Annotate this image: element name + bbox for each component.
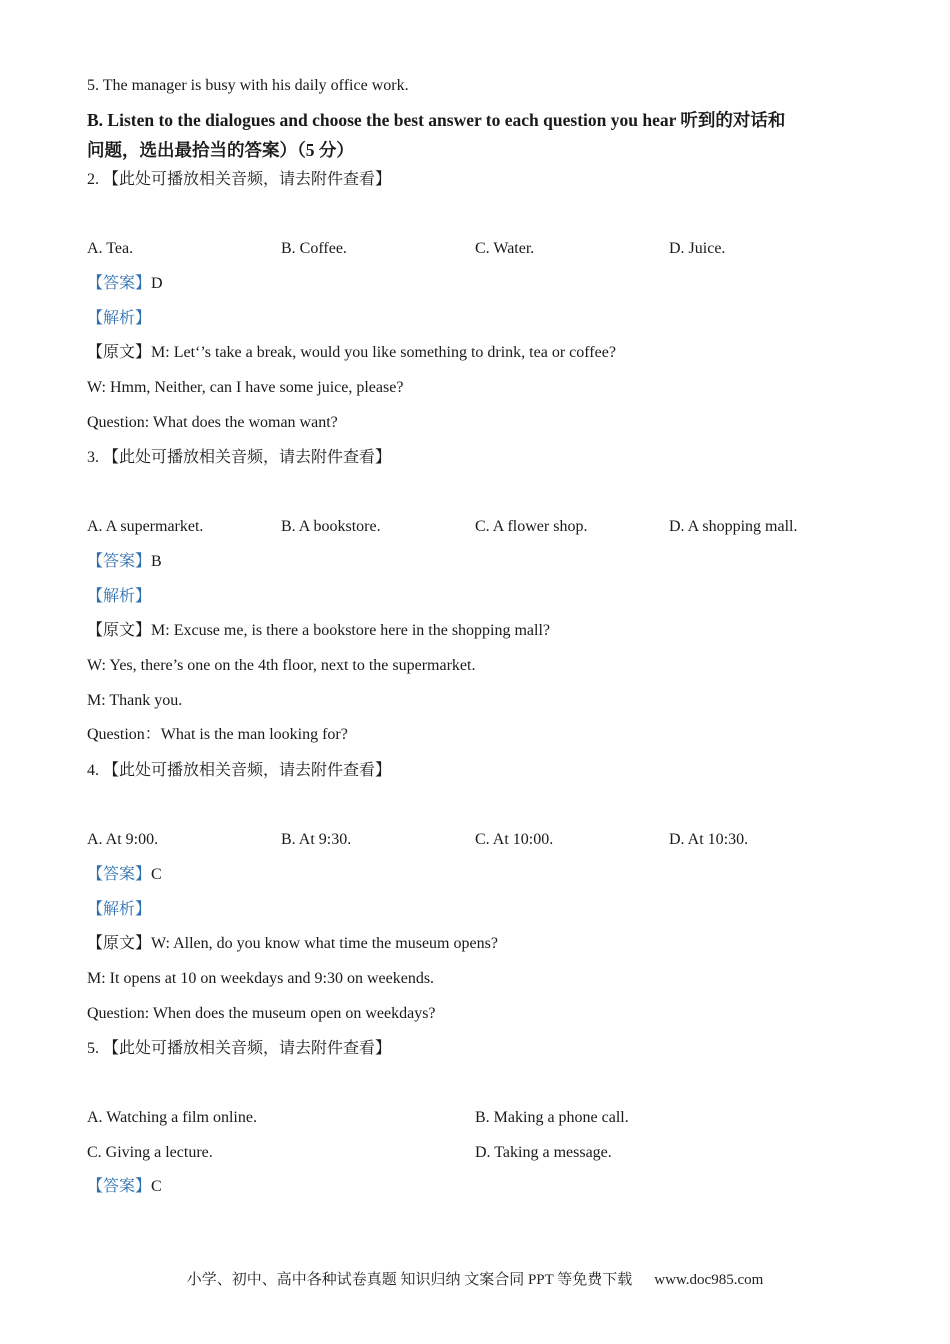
option-a: A. Watching a film online. <box>87 1109 257 1126</box>
analysis-tag: 【解析】 <box>87 310 152 327</box>
footer-text: 小学、初中、高中各种试卷真题 知识归纳 文案合同 PPT 等免费下载 <box>186 1272 633 1288</box>
section-heading-line1: B. Listen to the dialogues and choose the best answer to each question you hear 听到的对话和 <box>87 110 786 130</box>
answer-value: B <box>151 553 162 570</box>
transcript-text: M: Excuse me, is there a bookstore here in the shopping mall? <box>151 622 551 639</box>
answer-line <box>87 552 162 572</box>
answer-value: C <box>151 1178 162 1195</box>
transcript-line <box>87 934 498 954</box>
question-prompt: 5. 【此处可播放相关音频，请去附件查看】 <box>87 1040 392 1057</box>
answer-value: D <box>151 275 163 292</box>
option-a: A. A supermarket. <box>87 518 204 535</box>
question-prompt: 2. 【此处可播放相关音频，请去附件查看】 <box>87 171 392 188</box>
analysis-tag: 【解析】 <box>87 588 152 605</box>
transcript-text: W: Allen, do you know what time the museum opens? <box>151 935 498 952</box>
transcript-line: M: It opens at 10 on weekdays and 9:30 on weekends. <box>87 970 435 987</box>
page-footer <box>0 1270 950 1290</box>
option-b: B. Making a phone call. <box>475 1109 629 1126</box>
question-prompt: 3. 【此处可播放相关音频，请去附件查看】 <box>87 449 392 466</box>
answer-tag: 【答案】 <box>87 275 152 292</box>
option-c: C. Giving a lecture. <box>87 1144 213 1161</box>
original-tag: 【原文】 <box>87 935 152 952</box>
intro-line: 5. The manager is busy with his daily office work. <box>87 77 409 94</box>
original-tag: 【原文】 <box>87 622 152 639</box>
transcript-line <box>87 343 616 363</box>
answer-tag: 【答案】 <box>87 553 152 570</box>
option-a: A. Tea. <box>87 240 134 257</box>
transcript-text: M: Let‘’s take a break, would you like something to drink, tea or coffee? <box>151 344 616 361</box>
footer-url[interactable]: www.doc985.com <box>654 1272 764 1288</box>
transcript-line: M: Thank you. <box>87 692 183 709</box>
answer-line <box>87 1177 162 1197</box>
analysis-tag: 【解析】 <box>87 901 152 918</box>
option-c: C. A flower shop. <box>475 518 588 535</box>
answer-value: C <box>151 866 162 883</box>
answer-line <box>87 274 163 294</box>
option-d: D. A shopping mall. <box>669 518 798 535</box>
answer-tag: 【答案】 <box>87 1178 152 1195</box>
section-heading-line2: 问题，选出最拾当的答案）（5 分） <box>87 140 354 160</box>
option-d: D. At 10:30. <box>669 831 749 848</box>
option-a: A. At 9:00. <box>87 831 159 848</box>
analysis-line <box>87 587 151 607</box>
option-c: C. At 10:00. <box>475 831 554 848</box>
answer-line <box>87 865 162 885</box>
transcript-line: W: Hmm, Neither, can I have some juice, please? <box>87 379 404 396</box>
option-b: B. Coffee. <box>281 240 347 257</box>
question-prompt: 4. 【此处可播放相关音频，请去附件查看】 <box>87 762 392 779</box>
transcript-line: Question: When does the museum open on weekdays? <box>87 1005 436 1022</box>
option-b: B. At 9:30. <box>281 831 352 848</box>
analysis-line <box>87 309 151 329</box>
original-tag: 【原文】 <box>87 344 152 361</box>
option-d: D. Juice. <box>669 240 726 257</box>
option-b: B. A bookstore. <box>281 518 381 535</box>
transcript-line: Question：What is the man looking for? <box>87 726 348 743</box>
option-c: C. Water. <box>475 240 535 257</box>
transcript-line: Question: What does the woman want? <box>87 414 338 431</box>
transcript-line: W: Yes, there’s one on the 4th floor, next to the supermarket. <box>87 657 476 674</box>
answer-tag: 【答案】 <box>87 866 152 883</box>
analysis-line <box>87 900 151 920</box>
transcript-line <box>87 621 550 641</box>
option-d: D. Taking a message. <box>475 1144 612 1161</box>
